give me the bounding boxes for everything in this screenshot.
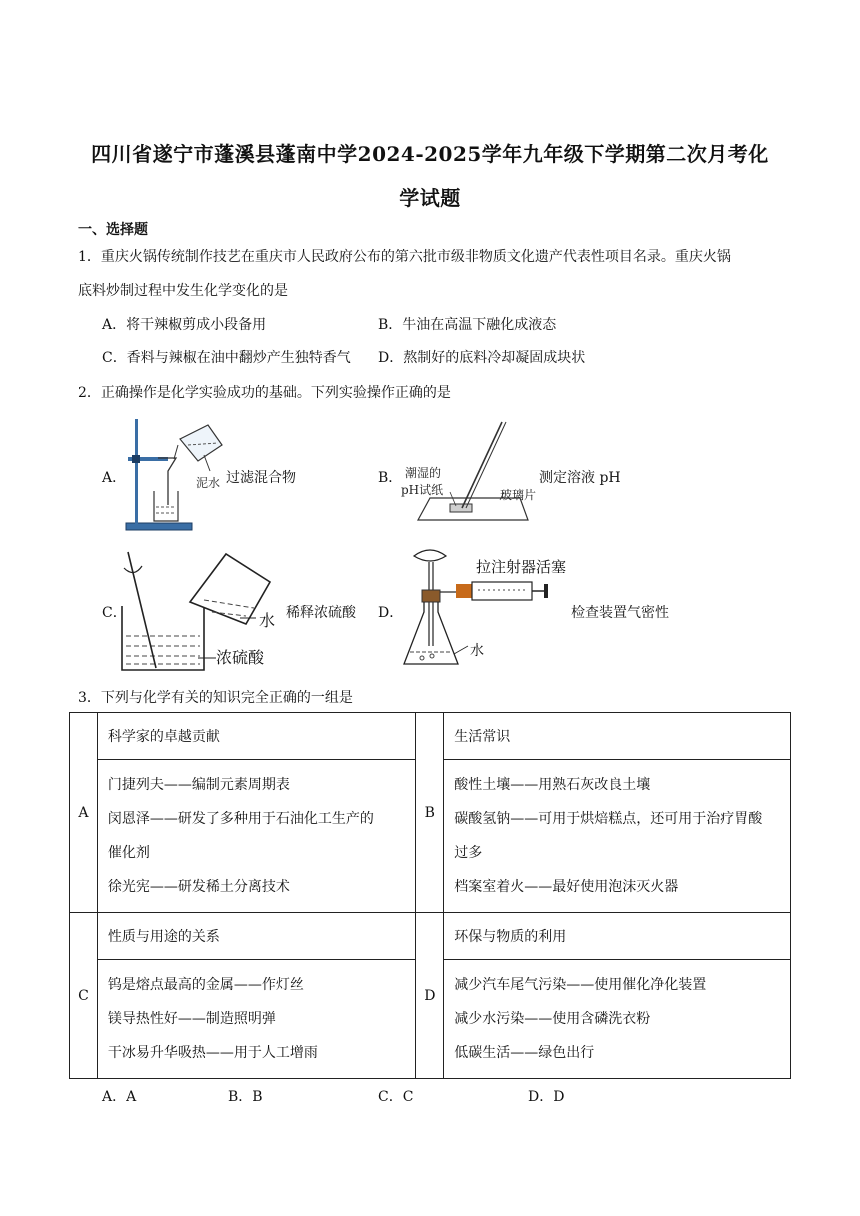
q1-option-b: B．牛油在高温下融化成液态 [378,317,557,333]
table-header-a: 科学家的卓越贡献 [97,713,415,760]
q2-option-a-letter: A． [102,470,127,486]
table-line: 低碳生活——绿色出行 [454,1045,595,1061]
knowledge-table [69,712,791,1079]
table-header-d: 环保与物质的利用 [444,913,791,960]
table-header-c: 性质与用途的关系 [97,913,415,960]
table-cell-letter-c: C [70,913,98,1079]
q2-option-c-letter: C． [102,605,127,621]
section-heading: 一、选择题 [78,222,148,238]
table-line: 徐光宪——研发稀土分离技术 [107,879,290,895]
q3-answer-a: A．A [102,1089,137,1105]
table-line: 门捷列夫——编制元素周期表 [107,777,290,793]
page-title: 四川省遂宁市蓬溪县蓬南中学2024-2025学年九年级下学期第二次月考化 [91,142,769,166]
q3-answer-c: C．C [378,1089,414,1105]
q2b-label-ph-paper: pH试纸 [401,483,444,497]
table-line: 闵恩泽——研发了多种用于石油化工生产的 [107,811,374,827]
q2b-label-glass-slide: 玻璃片 [500,488,537,502]
table-line: 过多 [454,845,483,861]
q1-option-d: D．熬制好的底料冷却凝固成块状 [378,350,586,366]
table-line: 催化剂 [107,845,150,861]
q2-option-b-letter: B． [378,470,403,486]
q1-stem-line1: 1．重庆火锅传统制作技艺在重庆市人民政府公布的第六批市级非物质文化遗产代表性项目名录。重庆火锅 [78,249,731,265]
q2-stem: 2．正确操作是化学实验成功的基础。下列实验操作正确的是 [78,385,451,401]
q3-answer-b: B．B [228,1089,263,1105]
table-body-a [97,760,415,913]
q2a-mud-water-label: 泥水 [196,476,221,490]
q2-option-d-letter: D． [378,605,404,621]
q2c-label-conc-acid: 浓硫酸 [216,648,265,667]
q3-stem: 3．下列与化学有关的知识完全正确的一组是 [78,690,353,706]
table-body-d [444,960,791,1079]
q2-option-c-caption: 稀释浓硫酸 [286,605,356,621]
q2-option-d-caption: 检查装置气密性 [571,605,669,621]
q2d-label-pull-plunger: 拉注射器活塞 [476,558,567,576]
table-line: 干冰易升华吸热——用于人工增雨 [107,1045,318,1061]
table-line: 碳酸氢钠——可用于烘焙糕点，还可用于治疗胃酸 [454,811,763,827]
table-cell-letter-d: D [416,913,444,1079]
q1-option-a: A．将干辣椒剪成小段备用 [102,317,267,333]
page-title-line2: 学试题 [399,186,461,210]
table-body-c [97,960,415,1079]
q1-option-c: C．香料与辣椒在油中翻炒产生独特香气 [102,350,351,366]
q2d-label-water: 水 [470,643,484,659]
table-line: 档案室着火——最好使用泡沫灭火器 [454,879,679,895]
table-cell-letter-b: B [416,713,444,913]
table-line: 镁导热性好——制造照明弹 [107,1011,276,1027]
table-header-b: 生活常识 [444,713,791,760]
table-line: 减少汽车尾气污染——使用催化净化装置 [454,977,707,993]
q2c-label-water: 水 [259,611,276,630]
q2-option-b-caption: 测定溶液 pH [539,470,621,486]
table-line: 钨是熔点最高的金属——作灯丝 [107,977,304,993]
q2b-label-damp: 潮湿的 [405,466,442,480]
table-body-b [444,760,791,913]
q3-answer-d: D．D [528,1089,565,1105]
table-line: 酸性土壤——用熟石灰改良土壤 [454,777,651,793]
q1-stem-line2: 底料炒制过程中发生化学变化的是 [78,283,288,299]
q2-option-a-caption: 过滤混合物 [226,470,296,486]
table-line: 减少水污染——使用含磷洗衣粉 [454,1011,651,1027]
table-cell-letter-a: A [70,713,98,913]
